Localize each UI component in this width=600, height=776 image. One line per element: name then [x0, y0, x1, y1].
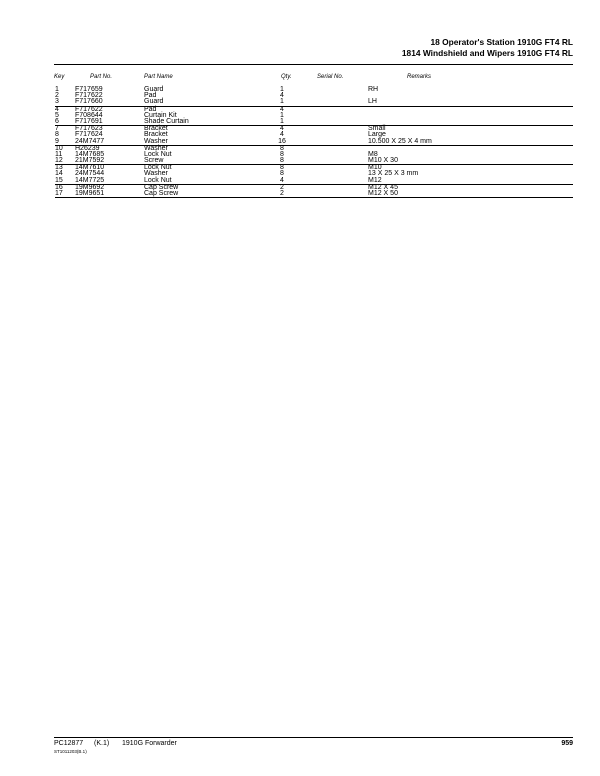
row-part-name: Shade Curtain [144, 117, 189, 125]
header-subsection-title: 1814 Windshield and Wipers 1910G FT4 RL [401, 48, 573, 58]
row-qty: 16 [278, 137, 286, 145]
row-remarks: Small [368, 125, 386, 133]
row-part-no: 24M7477 [75, 137, 105, 145]
row-part-name: Washer [144, 170, 168, 178]
row-key: 11 [55, 150, 63, 158]
row-part-no: 14M7610 [75, 164, 105, 172]
row-key: 4 [55, 105, 59, 113]
column-header-part-name: Part Name [144, 74, 173, 80]
row-part-no: 19M9651 [75, 190, 105, 197]
row-part-name: Lock Nut [144, 150, 172, 158]
row-group [55, 126, 573, 146]
row-qty: 2 [280, 190, 284, 197]
row-key: 6 [55, 117, 59, 125]
row-remarks: M12 X 50 [368, 190, 398, 197]
row-key: 15 [55, 176, 63, 184]
row-part-name: Screw [144, 157, 164, 165]
row-part-no: F717623 [75, 125, 103, 133]
row-qty: 1 [280, 117, 284, 125]
row-group [55, 107, 573, 127]
header-rule [54, 64, 573, 65]
row-key: 2 [55, 92, 59, 100]
row-part-no: 24M7544 [75, 170, 105, 178]
row-key: 10 [55, 144, 63, 152]
page-header [402, 37, 573, 59]
column-header-qty: Qty. [281, 74, 292, 80]
row-key: 8 [55, 131, 59, 139]
row-part-no: F717624 [75, 131, 103, 139]
row-key: 5 [55, 111, 59, 119]
row-key: 16 [55, 183, 63, 191]
parts-table [55, 87, 573, 198]
row-qty: 8 [280, 144, 284, 152]
row-remarks: 10.500 X 25 X 4 mm [368, 137, 432, 145]
footer-doc-code: PC12877 [54, 740, 84, 747]
row-qty: 4 [280, 131, 284, 139]
column-header-part-no: Part No. [90, 74, 113, 80]
row-key: 13 [55, 164, 63, 172]
column-header-serial-no: Serial No. [317, 74, 344, 80]
table-row [55, 178, 573, 184]
row-part-name: Lock Nut [144, 164, 172, 172]
row-part-name: Washer [144, 144, 168, 152]
footer-reference: ST1011203(B.1) [54, 749, 87, 754]
row-part-name: Cap Screw [144, 190, 179, 197]
row-part-name: Bracket [144, 131, 168, 139]
row-qty: 8 [280, 150, 284, 158]
row-qty: 4 [280, 125, 284, 133]
row-part-no: F717622 [75, 105, 103, 113]
row-group [55, 185, 573, 198]
row-qty: 1 [280, 98, 284, 106]
table-row [55, 99, 573, 105]
row-key: 7 [55, 125, 59, 133]
row-remarks: Large [368, 131, 386, 139]
row-group [55, 146, 573, 166]
row-remarks: M10 X 30 [368, 157, 398, 165]
row-remarks: M12 [368, 176, 382, 184]
row-part-no: 14M7725 [75, 176, 105, 184]
row-part-name: Cap Screw [144, 183, 179, 191]
row-part-no: F717622 [75, 92, 103, 100]
column-header-key: Key [54, 74, 65, 80]
row-qty: 8 [280, 157, 284, 165]
row-remarks: M12 X 45 [368, 183, 398, 191]
row-part-name: Washer [144, 137, 168, 145]
header-section-title: 18 Operator's Station 1910G FT4 RL [430, 37, 573, 47]
row-part-name: Guard [144, 86, 164, 93]
row-part-no: 21M7592 [75, 157, 105, 165]
row-key: 3 [55, 98, 59, 106]
row-qty: 1 [280, 86, 284, 93]
row-part-name: Bracket [144, 125, 168, 133]
row-group [55, 87, 573, 107]
row-part-name: Curtain Kit [144, 111, 177, 119]
footer-rule [54, 737, 573, 738]
row-remarks: 13 X 25 X 3 mm [368, 170, 419, 178]
row-part-no: F708644 [75, 111, 103, 119]
row-key: 1 [55, 86, 59, 93]
row-part-name: Guard [144, 98, 164, 106]
table-row [55, 158, 573, 164]
page-number: 959 [561, 740, 573, 747]
row-remarks: M10 [368, 164, 382, 172]
row-qty: 1 [280, 111, 284, 119]
row-group [55, 165, 573, 185]
row-part-no: 14M7685 [75, 150, 105, 158]
table-row [55, 119, 573, 125]
column-header-remarks: Remarks [407, 74, 432, 80]
table-row [55, 139, 573, 145]
row-qty: 8 [280, 170, 284, 178]
row-part-name: Pad [144, 92, 157, 100]
row-remarks: LH [368, 98, 377, 106]
row-part-no: F717660 [75, 98, 103, 106]
row-key: 12 [55, 157, 63, 165]
row-part-no: H26239 [75, 144, 100, 152]
row-qty: 2 [280, 183, 284, 191]
row-part-no: 19M9692 [75, 183, 105, 191]
row-qty: 4 [280, 92, 284, 100]
row-part-name: Lock Nut [144, 176, 172, 184]
row-key: 14 [55, 170, 63, 178]
row-part-no: F717691 [75, 117, 103, 125]
row-remarks: M8 [368, 150, 378, 158]
footer-title: 1910G Forwarder [122, 740, 177, 747]
row-key: 9 [55, 137, 59, 145]
row-remarks: RH [368, 86, 379, 93]
row-qty: 4 [280, 176, 284, 184]
row-qty: 4 [280, 105, 284, 113]
table-row [55, 191, 573, 197]
row-qty: 8 [280, 164, 284, 172]
row-part-name: Pad [144, 105, 157, 113]
row-key: 17 [55, 190, 63, 197]
footer-revision: (K.1) [94, 740, 110, 747]
row-part-no: F717659 [75, 86, 103, 93]
